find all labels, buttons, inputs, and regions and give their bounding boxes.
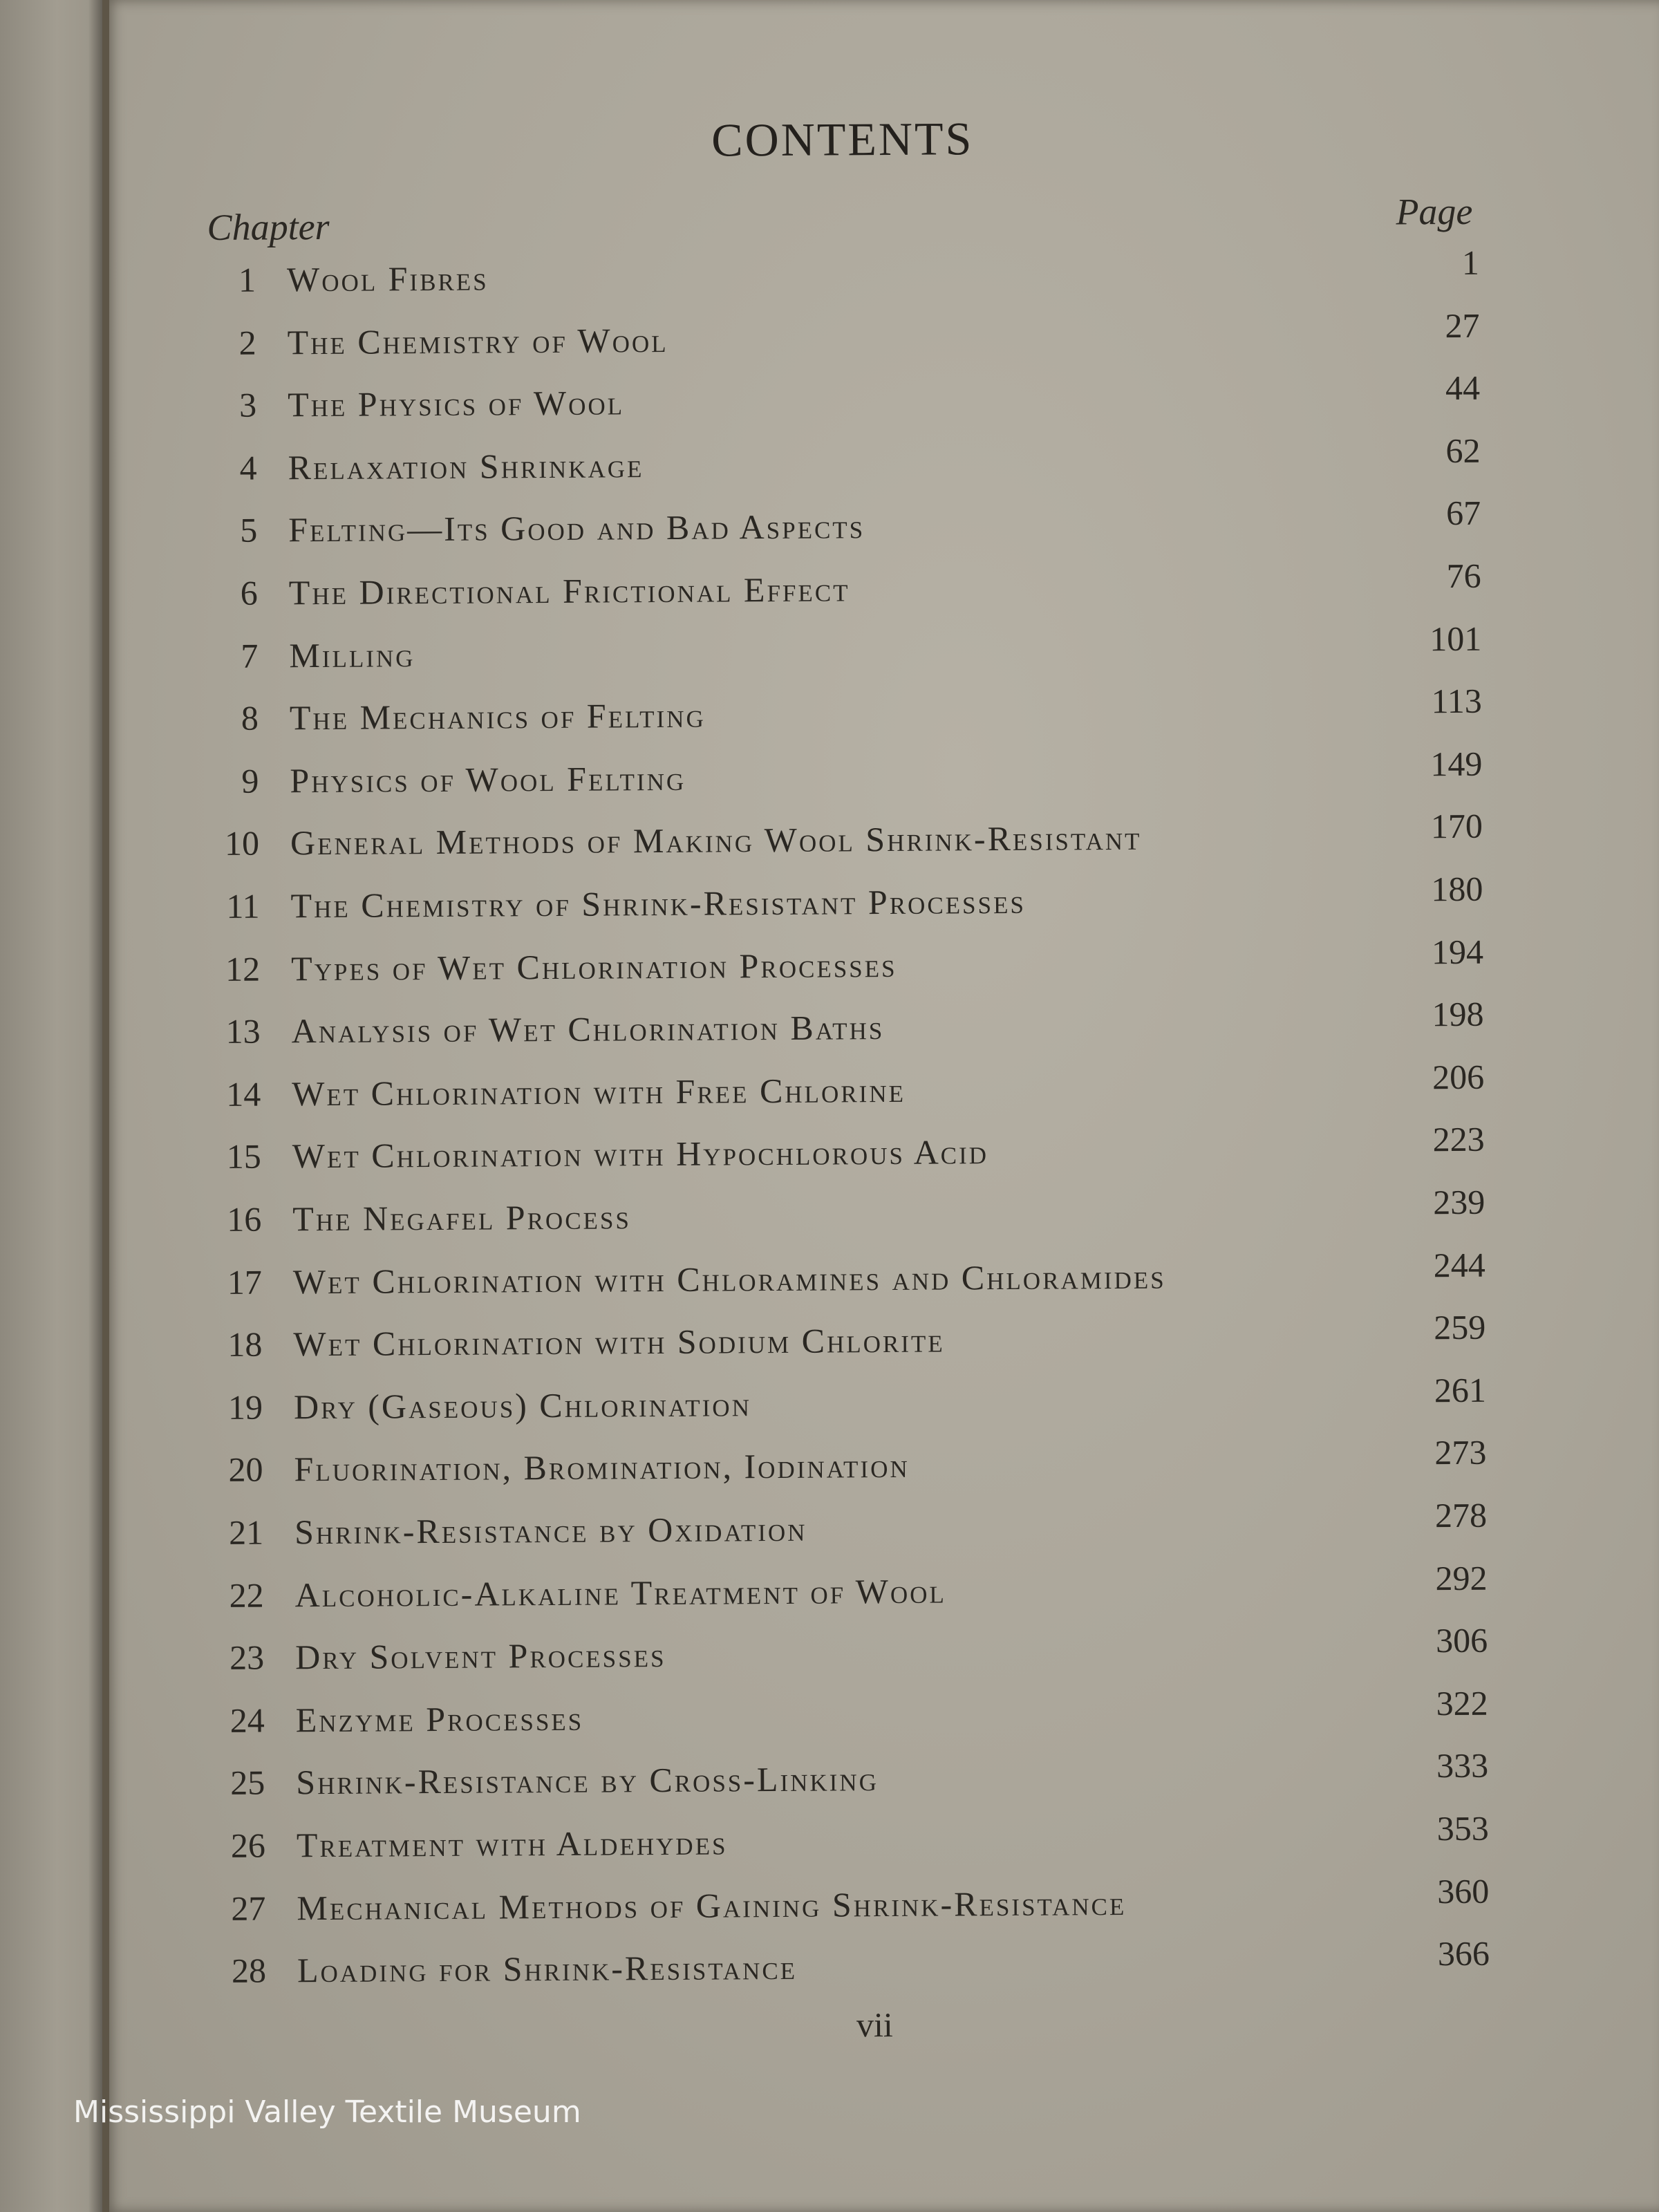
chapter-number: 5	[240, 510, 258, 550]
chapter-title: Wet Chlorination with Chloramines and Chloramides	[292, 1257, 1166, 1301]
chapter-number: 25	[230, 1763, 265, 1803]
chapter-number: 9	[241, 761, 259, 800]
page-number: 44	[1445, 368, 1481, 408]
toc-entry	[10, 1934, 1659, 2000]
chapter-number: 10	[224, 823, 260, 863]
chapter-title: Milling	[289, 635, 415, 675]
page-number: 194	[1431, 932, 1484, 971]
chapter-title: Felting—Its Good and Bad Aspects	[288, 507, 865, 550]
chapter-number: 26	[230, 1826, 266, 1865]
chapter-number: 14	[226, 1074, 261, 1114]
chapter-title: The Mechanics of Felting	[289, 695, 706, 738]
chapter-number: 20	[228, 1450, 263, 1490]
chapter-number: 17	[227, 1262, 263, 1302]
page-number: 223	[1432, 1120, 1485, 1159]
page-number: 278	[1434, 1495, 1488, 1535]
page-number: 333	[1436, 1746, 1489, 1785]
chapter-title: Analysis of Wet Chlorination Baths	[291, 1008, 885, 1051]
chapter-title: Shrink-Resistance by Oxidation	[294, 1509, 807, 1552]
chapter-number: 28	[231, 1951, 267, 1991]
page-number: 76	[1446, 556, 1481, 596]
page-number: 239	[1433, 1182, 1485, 1222]
chapter-number: 13	[225, 1011, 261, 1051]
page-number: 206	[1432, 1057, 1485, 1096]
page-number: 292	[1435, 1558, 1488, 1597]
chapter-title: Fluorination, Bromination, Iodination	[294, 1446, 910, 1489]
chapter-title: Wool Fibres	[286, 259, 489, 299]
chapter-number: 16	[227, 1199, 262, 1239]
page-number: 360	[1437, 1871, 1490, 1911]
page-number: 322	[1436, 1683, 1488, 1723]
chapter-title: Relaxation Shrinkage	[288, 445, 644, 487]
chapter-title: Enzyme Processes	[295, 1698, 584, 1740]
chapter-number: 15	[226, 1136, 261, 1177]
watermark: Mississippi Valley Textile Museum	[73, 2094, 581, 2130]
page-number: 180	[1431, 869, 1483, 909]
chapter-number: 22	[229, 1575, 264, 1615]
chapter-title: The Chemistry of Wool	[287, 320, 668, 362]
page-number: 353	[1436, 1808, 1489, 1848]
chapter-title: Wet Chlorination with Free Chlorine	[292, 1070, 906, 1114]
page-number: 170	[1430, 807, 1483, 846]
page-number: 1	[1461, 243, 1480, 282]
chapter-number: 4	[239, 448, 257, 487]
chapter-number: 1	[238, 260, 256, 299]
chapter-title: Shrink-Resistance by Cross-Linking	[296, 1759, 879, 1802]
page-number: 101	[1430, 619, 1482, 658]
chapter-title: General Methods of Making Wool Shrink-Resistant	[290, 818, 1142, 863]
chapter-number: 3	[238, 385, 257, 424]
page-folio: vii	[856, 2005, 894, 2045]
page-title: CONTENTS	[711, 112, 974, 167]
page-number: 259	[1434, 1307, 1486, 1347]
chapter-number: 11	[226, 886, 260, 926]
page-number: 273	[1434, 1433, 1487, 1472]
chapter-number: 7	[241, 636, 259, 675]
chapter-title: Wet Chlorination with Sodium Chlorite	[293, 1320, 945, 1364]
chapter-column-header: Chapter	[207, 205, 330, 249]
chapter-title: Loading for Shrink-Resistance	[297, 1948, 798, 1990]
chapter-number: 27	[231, 1888, 266, 1928]
page-number: 261	[1434, 1370, 1487, 1409]
chapter-title: Mechanical Methods of Gaining Shrink-Resistance	[297, 1883, 1127, 1927]
chapter-title: The Physics of Wool	[287, 383, 625, 424]
chapter-number: 19	[227, 1387, 263, 1427]
chapter-number: 21	[228, 1512, 264, 1552]
chapter-number: 23	[229, 1638, 265, 1678]
chapter-title: Types of Wet Chlorination Processes	[290, 945, 897, 988]
chapter-number: 18	[227, 1324, 263, 1365]
chapter-title: Wet Chlorination with Hypochlorous Acid	[292, 1132, 989, 1176]
page-column-header: Page	[1396, 190, 1473, 233]
chapter-number: 24	[229, 1700, 265, 1740]
chapter-title: Dry (Gaseous) Chlorination	[293, 1385, 752, 1427]
chapter-title: Alcoholic-Alkaline Treatment of Wool	[294, 1571, 946, 1614]
page-number: 27	[1445, 306, 1480, 345]
chapter-number: 12	[225, 949, 261, 988]
page-number: 198	[1432, 994, 1484, 1034]
chapter-title: The Negafel Process	[292, 1197, 632, 1239]
chapter-title: Dry Solvent Processes	[295, 1635, 666, 1677]
chapter-number: 2	[238, 323, 256, 362]
chapter-number: 6	[240, 573, 258, 612]
page-number: 244	[1433, 1245, 1485, 1284]
page-number: 149	[1430, 744, 1483, 784]
chapter-number: 8	[241, 698, 259, 738]
chapter-title: Physics of Wool Felting	[290, 758, 686, 800]
chapter-title: The Directional Frictional Effect	[288, 570, 850, 612]
page-number: 306	[1435, 1620, 1488, 1660]
page-number: 62	[1445, 431, 1481, 470]
page-number: 67	[1445, 494, 1481, 533]
chapter-title: The Chemistry of Shrink-Resistant Processes	[290, 881, 1027, 926]
chapter-title: Treatment with Aldehydes	[296, 1823, 728, 1865]
page-number: 366	[1437, 1933, 1490, 1974]
page-number: 113	[1431, 681, 1482, 721]
